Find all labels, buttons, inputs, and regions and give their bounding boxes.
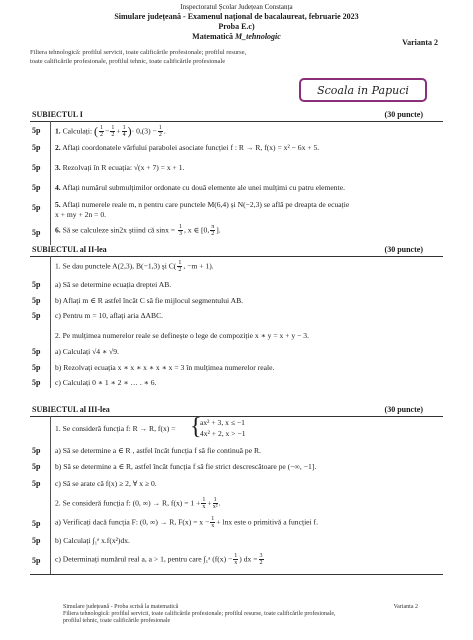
score-5: 5p	[32, 203, 41, 212]
s1-item-3: 3. Rezolvați în R ecuația: √(x + 7) = x + 1.	[55, 163, 185, 172]
s2-p2-a: a) Calculați √4 ∗ √9.	[55, 347, 119, 356]
score-3: 5p	[32, 163, 41, 172]
s3-p2-c: c) Determinați numărul real a, a > 1, pentru care ∫₁ᵃ (f(x) − $\frac{1}{x}$ ) dx = $\frac{3}{2}$	[55, 553, 263, 566]
section3-points: (30 puncte)	[384, 405, 423, 414]
s1-item-6: 6. Să se calculeze sin2x știind că sinx = $\frac{1}{3}$ , x ∈ [0, $\frac{\pi}{2}$ ].	[55, 224, 221, 237]
section2-rule	[30, 256, 443, 257]
section1-rule	[30, 121, 443, 122]
varianta-label: Varianta 2	[402, 38, 438, 47]
s1-item-5: 5. Aflați numerele reale m, n pentru care punctele M(6,4) și N(−2,3) se află pe dreapta de ecuație	[55, 200, 350, 209]
s1-item-1: 1. Calculați: ( $\frac{1}{2}$ − $\frac{1}{2}$ + $\frac{1}{4}$ )· 0,(3) − $\frac{1}{2}$ .	[55, 124, 166, 138]
exam-title: Simulare județeană - Examenul național de bacalaureat, februarie 2023	[114, 12, 359, 21]
score-2: 5p	[32, 143, 41, 152]
section3-bottom-rule	[30, 574, 443, 575]
s2-p1-a: a) Să se determine ecuația dreptei AB.	[55, 280, 172, 289]
s2-p1-b: b) Aflați m ∈ R astfel încât C să fie mijlocul segmentului AB.	[55, 296, 244, 305]
s3-problem-2: 2. Se consideră funcția f: (0, ∞) → R, f(x) = 1 + $\frac{1}{x}$ + $\frac{1}{\text{x²}}$ .	[55, 497, 221, 510]
s3-p1-b: b) Să se determine a ∈ R, astfel încât funcția f să fie strict descrescătoare pe (−∞, −1].	[55, 462, 317, 471]
piecewise-brace: {	[190, 414, 202, 440]
piecewise-case-1: ax² + 3, x ≤ −1	[200, 418, 245, 427]
institution-header: Inspectoratul Școlar Județean Constanța	[180, 3, 293, 11]
s3-p1-a: a) Să se determine a ∈ R , astfel încât funcția f să fie continuă pe R.	[55, 446, 261, 455]
section1-title: SUBIECTUL I	[32, 110, 83, 119]
section2-points: (30 puncte)	[384, 245, 423, 254]
footer-varianta: Varianta 2	[393, 604, 418, 610]
proba-label: Proba E.c)	[218, 22, 255, 31]
score-4: 5p	[32, 183, 41, 192]
s2-p2-c: c) Calculați 0 ∗ 1 ∗ 2 ∗ … . ∗ 6.	[55, 378, 157, 387]
filiera-text: Filiera tehnologică: profilul servicii, toate calificările profesionale; profilul resurse, toate calificările profesionale, profilul tehnic, toate calificările profesionale	[30, 49, 247, 65]
score-1: 5p	[32, 126, 41, 135]
scoala-in-papuci-logo: Scoala in Papuci	[299, 78, 427, 102]
section3-score-divider	[50, 416, 51, 574]
section1-score-divider	[50, 121, 51, 245]
section3-title: SUBIECTUL al III-lea	[32, 405, 110, 414]
s1-item-2: 2. Aflați coordonatele vârfului parabolei asociate funcției f : R → R, f(x) = x² − 6x + 5.	[55, 143, 320, 152]
section2-title: SUBIECTUL al II-lea	[32, 245, 107, 254]
section3-rule	[30, 416, 443, 417]
section1-points: (30 puncte)	[384, 110, 423, 119]
piecewise-case-2: 4x² + 2, x > −1	[200, 429, 246, 438]
section2-score-divider	[50, 256, 51, 388]
s1-item-4: 4. Aflați numărul submulțimilor ordonate cu două elemente ale unei mulțimi cu patru elemente.	[55, 183, 345, 192]
subject-label: Matematică M_tehnologic	[192, 32, 281, 41]
s2-problem-2: 2. Pe mulțimea numerelor reale se definește o lege de compoziție x ∗ y = x + y − 3.	[55, 331, 309, 340]
s2-p1-c: c) Pentru m = 10, aflați aria ΔABC.	[55, 311, 164, 320]
s3-p2-a: a) Verificați dacă funcția F: (0, ∞) → R, F(x) = x − $\frac{1}{x}$ + lnx este o primitivă a funcției f.	[55, 516, 318, 529]
s2-p2-b: b) Rezolvați ecuația x ∗ x ∗ x ∗ x ∗ x = 3 în mulțimea numerelor reale.	[55, 363, 275, 372]
s3-p2-b: b) Calculați ∫₁ᵉ x.f(x²)dx.	[55, 536, 130, 545]
s2-problem-1: 1. Se dau punctele A(2,3), B(−1,3) și C( $\frac{1}{2}$ , −m + 1).	[55, 260, 214, 273]
s3-problem-1: 1. Se consideră funcția f: R → R, f(x) =	[55, 424, 176, 433]
score-6: 5p	[32, 228, 41, 237]
s1-item-5-line2: x + my + 2n = 0.	[55, 210, 107, 219]
s3-p1-c: c) Să se arate că f(x) ≥ 2, ∀ x ≥ 0.	[55, 479, 157, 488]
footer-text: Simulare județeană - Proba scrisă la matematică Filiera tehnologică: profilul servicii, toate calificările profesionale; profilul resurse, toate calificările profesionale, profilul tehnic, toate calificările profesionale	[63, 604, 336, 625]
exam-page: Inspectoratul Școlar Județean Constanța Simulare județeană - Examenul național de bacalaureat, februarie 2023 Proba E.c) Matematică M_tehnologic Varianta 2 Filiera tehnologică: profilul servicii, toate calificările profesionale; profilul resurse, toate calificările profesionale, profilul tehnic, toate calificările profesionale Scoala in Papuci SUBIECTUL I (30 puncte) 5p 1. Calculați: ( $\frac{1}{2}$ − $\frac{1}{2}$ + $\frac{1}{4}$ )· 0,(3) − $\frac{1}{2}$ . 5p 2. Aflați coordonatele vârfului parabolei asociate funcției f : R → R, f(x) = x² − 6x + 5. 5p 3. Rezolvați în R ecuația: √(x + 7) = x + 1. 5p 4. Aflați numărul submulțimilor ordonate cu două elemente ale unei mulțimi cu patru elemente. 5p 5. Aflați numerele reale m, n pentru care punctele M(6,4) și N(−2,3) se află pe dreapta de ecuație x + my + 2n = 0. 5p 6. Să se calculeze sin2x știind că sinx = $\frac{1}{3}$ , x ∈ [0, $\frac{\pi}{2}$ ]. SUBIECTUL al II-lea (30 puncte) 1. Se dau punctele A(2,3), B(−1,3) și C( $\frac{1}{2}$ , −m + 1). 5p a) Să se determine ecuația dreptei AB. 5p b) Aflați m ∈ R astfel încât C să fie mijlocul segmentului AB. 5p c) Pentru m = 10, aflați aria ΔABC. 2. Pe mulțimea numerelor reale se definește o lege de compoziție x ∗ y = x + y − 3. 5p a) Calculați √4 ∗ √9. 5p b) Rezolvați ecuația x ∗ x ∗ x ∗ x ∗ x = 3 în mulțimea numerelor reale. 5p c) Calculați 0 ∗ 1 ∗ 2 ∗ … . ∗ 6. SUBIECTUL al III-lea (30 puncte) 1. Se consideră funcția f: R → R, f(x) = { ax² + 3, x ≤ −1 4x² + 2, x > −1 5p a) Să se determine a ∈ R , astfel încât funcția f să fie continuă pe R. 5p b) Să se determine a ∈ R, astfel încât funcția f să fie strict descrescătoare pe (−∞, −1]. 5p c) Să se arate că f(x) ≥ 2, ∀ x ≥ 0. 2. Se consideră funcția f: (0, ∞) → R, f(x) = 1 + $\frac{1}{x}$ + $\frac{1}{\text{x²}}$ . 5p a) Verificați dacă funcția F: (0, ∞) → R, F(x) = x − $\frac{1}{x}$ + lnx este o primitivă a funcției f. 5p b) Calculați ∫₁ᵉ x.f(x²)dx. 5p c) Determinați numărul real a, a > 1, pentru care ∫₁ᵃ (f(x) − $\frac{1}{x}$ ) dx = $\frac{3}{2}$ Simulare județeană - Proba scrisă la matematică Filiera tehnologică: profilul servicii, toate calificările profesionale; profilul resurse, toate calificările profesionale, profilul tehnic, toate calificările profesionale Varianta 2	[0, 0, 473, 640]
